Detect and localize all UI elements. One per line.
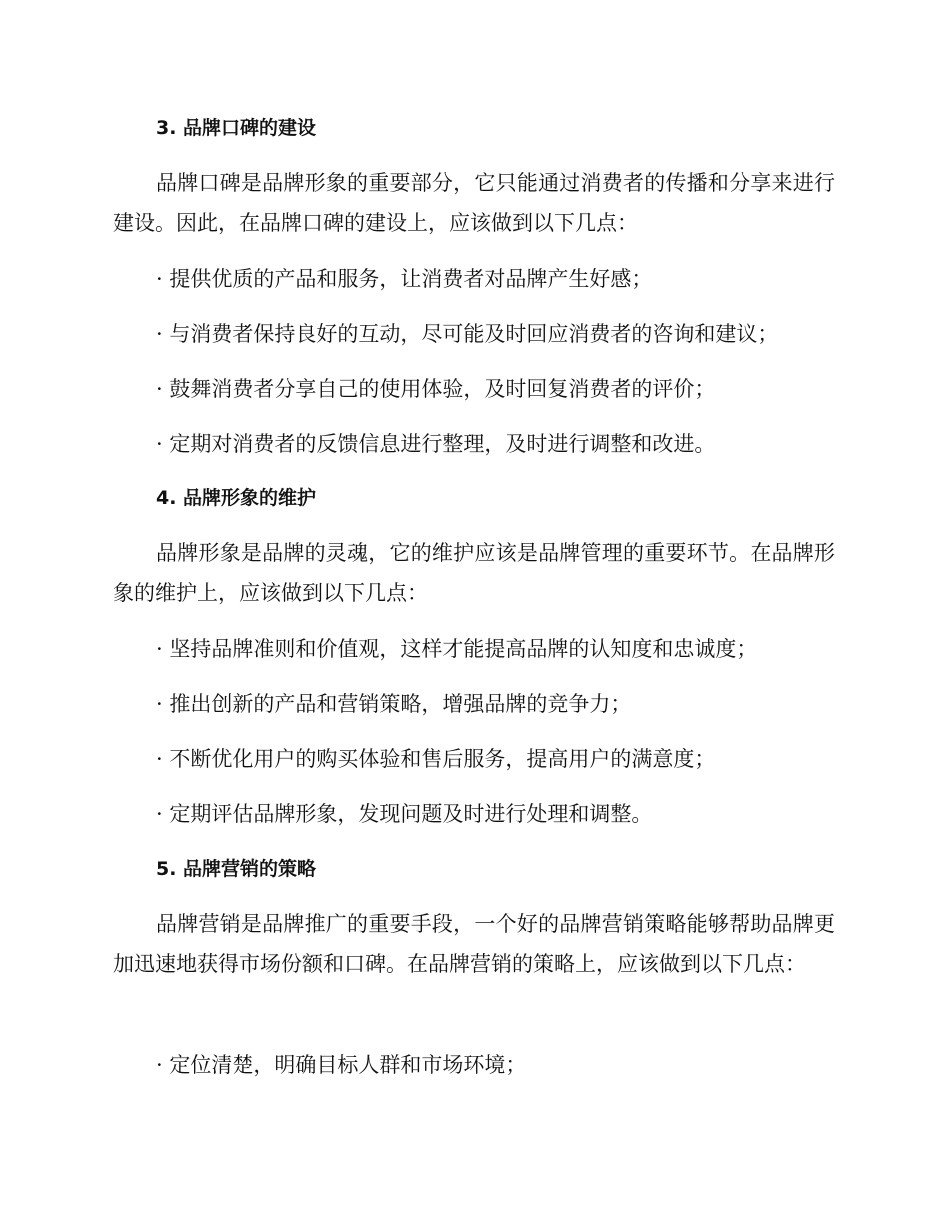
- bullet-item: · 不断优化用户的购买体验和售后服务，提高用户的满意度；: [156, 747, 716, 771]
- section-paragraph-3: 品牌口碑是品牌形象的重要部分，它只能通过消费者的传播和分享来进行建设。因此，在品牌口碑的建设上，应该做到以下几点：: [113, 171, 835, 235]
- bullet-item: · 推出创新的产品和营销策略，增强品牌的竞争力；: [156, 692, 632, 716]
- bullet-item: · 提供优质的产品和服务，让消费者对品牌产生好感；: [156, 267, 653, 291]
- bullet-item: · 与消费者保持良好的互动，尽可能及时回应消费者的咨询和建议；: [156, 322, 779, 346]
- section-paragraph-4: 品牌形象是品牌的灵魂，它的维护应该是品牌管理的重要环节。在品牌形象的维护上，应该做到以下几点：: [113, 541, 835, 605]
- section-paragraph-5: 品牌营销是品牌推广的重要手段，一个好的品牌营销策略能够帮助品牌更加迅速地获得市场份额和口碑。在品牌营销的策略上，应该做到以下几点：: [113, 912, 835, 976]
- section-heading-3: 3. 品牌口碑的建设: [156, 117, 317, 139]
- bullet-item: · 坚持品牌准则和价值观，这样才能提高品牌的认知度和忠诚度；: [156, 637, 758, 661]
- bullet-item: · 定期评估品牌形象，发现问题及时进行处理和调整。: [156, 802, 653, 826]
- bullet-item: · 定期对消费者的反馈信息进行整理，及时进行调整和改进。: [156, 432, 716, 456]
- bullet-item: · 定位清楚，明确目标人群和市场环境；: [156, 1053, 527, 1077]
- bullet-item: · 鼓舞消费者分享自己的使用体验，及时回复消费者的评价；: [156, 377, 716, 401]
- section-heading-5: 5. 品牌营销的策略: [156, 858, 317, 880]
- section-heading-4: 4. 品牌形象的维护: [156, 487, 317, 509]
